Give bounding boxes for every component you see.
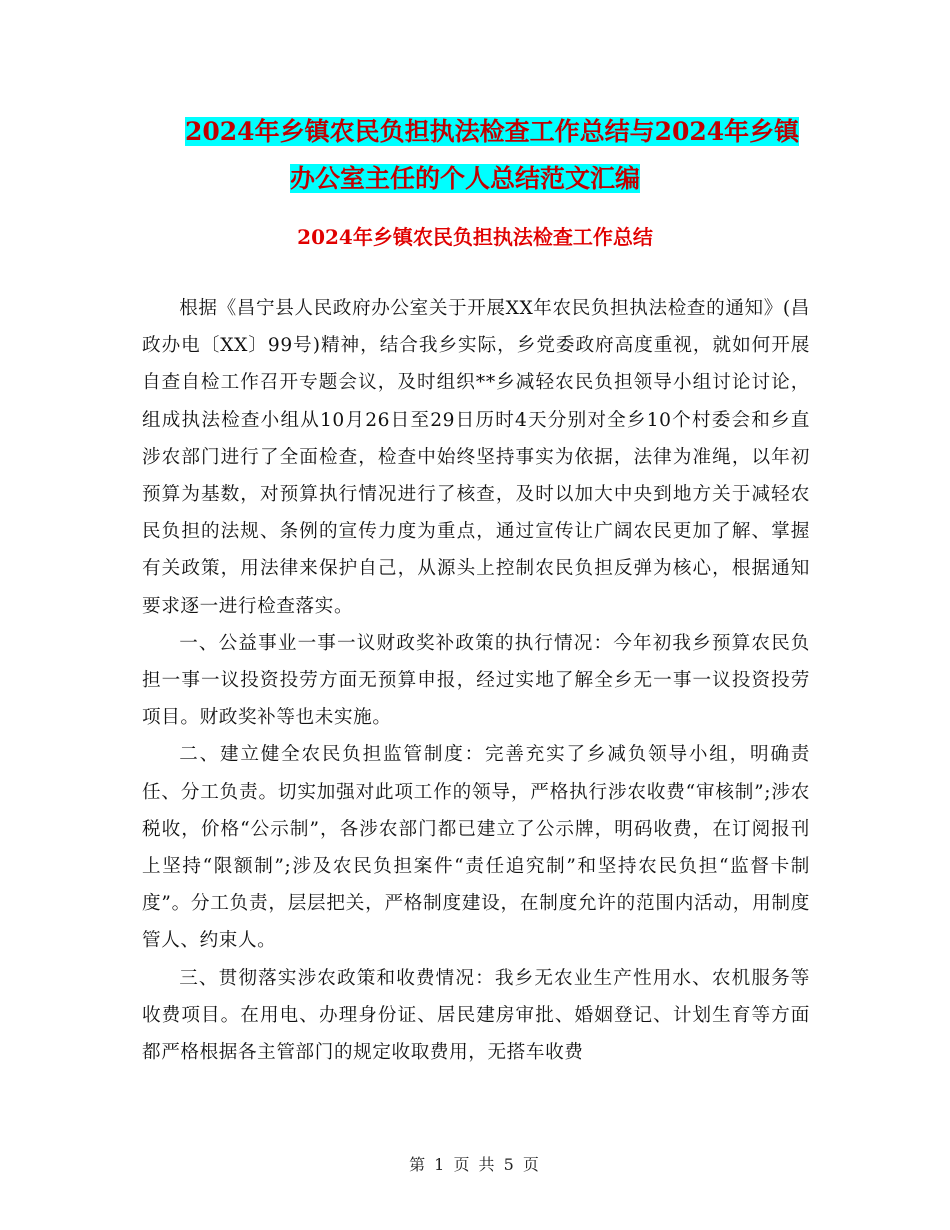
paragraph-intro: 根据《昌宁县人民政府办公室关于开展XX年农民负担执法检查的通知》(昌政办电〔XX〕99号)精神，结合我乡实际，乡党委政府高度重视，就如何开展自查自检工作召开专题会议，及时组织**乡减轻农民负担领导小组讨论讨论，组成执法检查小组从10月26日至29日历时4天分别对全乡10个村委会和乡直涉农部门进行了全面检查，检查中始终坚持事实为依据，法律为准绳，以年初预算为基数，对预算执行情况进行了核查，及时以加大中央到地方关于减轻农民负担的法规、条例的宣传力度为重点，通过宣传让广阔农民更加了解、掌握有关政策，用法律来保护自己，从源头上控制农民负担反弹为核心，根据通知要求逐一进行检查落实。 xyxy=(142,298,810,617)
section-title: 2024年乡镇农民负担执法检查工作总结 xyxy=(297,225,653,249)
document-title-line-1 xyxy=(140,108,840,155)
document-title-line-2-text: 办公室主任的个人总结范文汇编 xyxy=(290,164,641,193)
paragraph-1: 一、公益事业一事一议财政奖补政策的执行情况：今年初我乡预算农民负担一事一议投资投劳方面无预算申报，经过实地了解全乡无一事一议投资投劳项目。财政奖补等也未实施。 xyxy=(142,632,810,729)
document-body xyxy=(142,290,810,1071)
paragraph-2: 二、建立健全农民负担监管制度：完善充实了乡减负领导小组，明确责任、分工负责。切实加强对此项工作的领导，严格执行涉农收费“审核制”;涉农税收，价格“公示制”，各涉农部门都已建立了公示牌，明码收费，在订阅报刊上坚持“限额制”;涉及农民负担案件“责任追究制”和坚持农民负担“监督卡制度”。分工负责，层层把关，严格制度建设，在制度允许的范围内活动，用制度管人、约束人。 xyxy=(142,744,810,952)
document-title-line-1-text: 2024年乡镇农民负担执法检查工作总结与2024年乡镇 xyxy=(185,117,800,146)
document-title-line-2 xyxy=(140,155,840,202)
page-footer: 第 1 页 共 5 页 xyxy=(409,1155,541,1174)
paragraph-3: 三、贯彻落实涉农政策和收费情况：我乡无农业生产性用水、农机服务等收费项目。在用电、办理身份证、居民建房审批、婚姻登记、计划生育等方面都严格根据各主管部门的规定收取费用，无搭车收费 xyxy=(142,967,810,1064)
document-title xyxy=(140,108,840,202)
